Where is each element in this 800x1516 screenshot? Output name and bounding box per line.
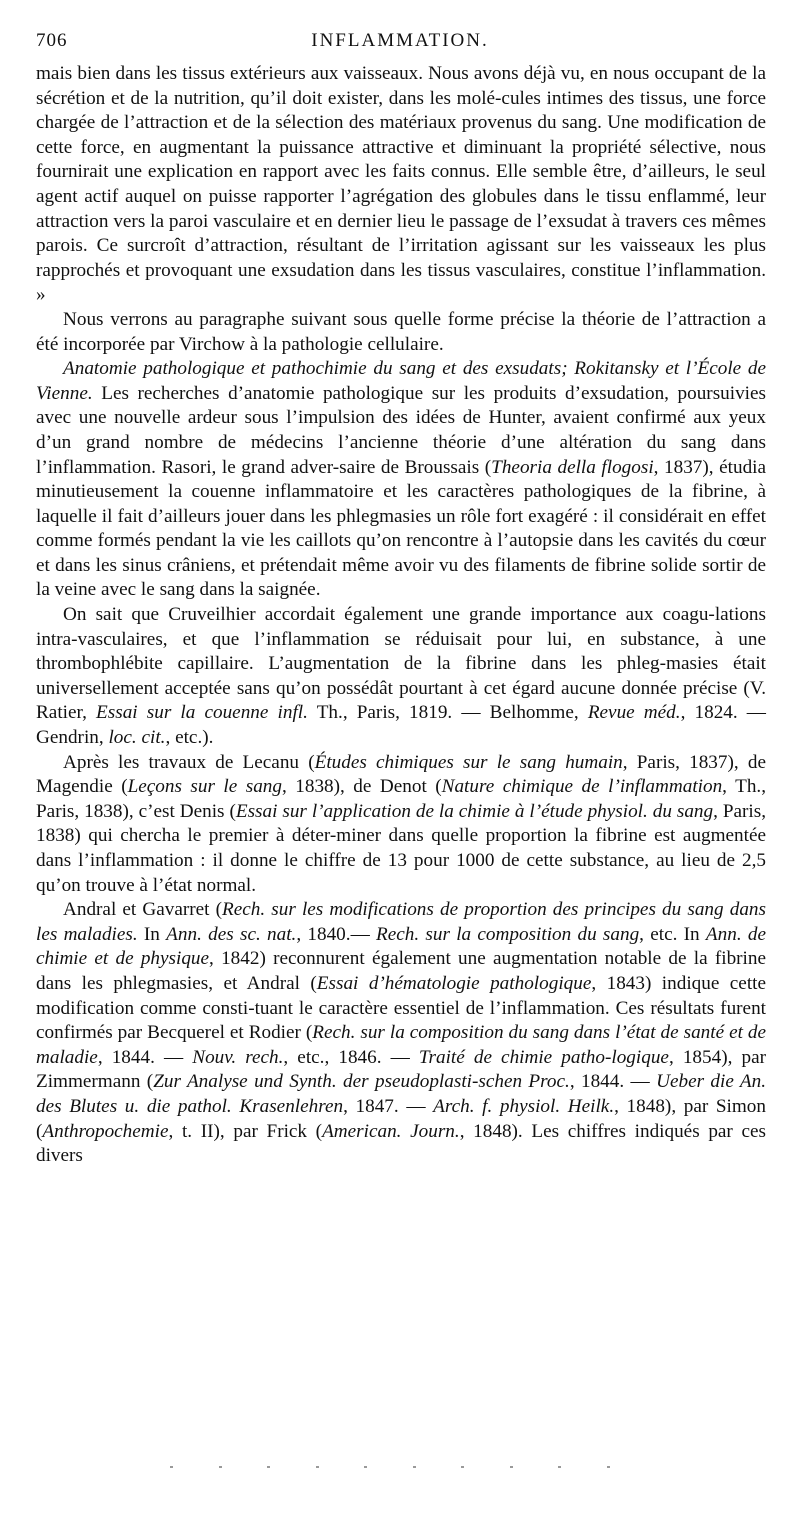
paragraph — [36, 751, 766, 899]
text-run: , etc., 1846. — — [283, 1046, 419, 1068]
italic-run: Theoria della flogosi — [491, 456, 654, 478]
text-run: , 1854), par Zimmermann ( — [36, 1046, 766, 1093]
text-run: , Paris, 1838) qui chercha le premier à déter-miner dans quelle proportion la fibrine est augmentée dans l’inflammation : il donne le chiffre de 13 pour 1000 de cette substance, au lieu de 2,5 qu’on trouve à l’état normal. — [36, 800, 767, 896]
text-run: Nous verrons au paragraphe suivant sous quelle forme précise la théorie de l’attraction a été incorporée par Virchow à la pathologie cellulaire. — [36, 308, 766, 355]
text-run: , t. II), par Frick ( — [168, 1120, 323, 1142]
paragraph — [36, 357, 766, 603]
text-run: , etc. In — [639, 923, 706, 945]
text-run: On sait que Cruveilhier accordait également une grande importance aux coagu-lations intra-vasculaires, et que l’inflammation se réduisait pour lui, en substance, à une thrombophlébite capillaire. L’augmentation de la fibrine dans les phleg-masies était universellement acceptée sans qu’on possédât pourtant à cet égard aucune donnée précise (V. Ratier, — [36, 604, 766, 724]
paragraph — [36, 62, 766, 308]
italic-run: Rech. sur les modifications de proportion des principes du sang dans les maladies. — [36, 899, 766, 945]
text-run: Andral et Gavarret ( — [63, 899, 223, 921]
italic-run: Ueber die An. des Blutes u. die pathol. Krasenlehren — [36, 1071, 767, 1117]
italic-run: Nature chimique de l’inflammation — [441, 776, 723, 798]
italic-run: Études chimiques sur le sang humain — [314, 751, 623, 773]
scan-specks — [170, 1466, 610, 1472]
italic-run: Rech. sur la composition du sang dans l’état de santé et de maladie — [36, 1022, 766, 1068]
italic-run: Traité de chimie patho-logique — [418, 1046, 669, 1068]
text-run: , 1843) indique cette modification comme consti-tuant le caractère essentiel de l’inflammation. Ces résultats furent confirmés par Becquerel et Rodier ( — [36, 972, 767, 1044]
text-run: In — [137, 923, 167, 945]
text-run: , 1842) reconnurent également une augmentation notable de la fibrine dans les phlegmasies, et Andral ( — [36, 948, 766, 994]
text-run: Les recherches d’anatomie pathologique sur les produits d’exsudation, poursuivies avec une nouvelle ardeur sous l’impulsion des idées de Hunter, avaient confirmé aux yeux d’un grand nombre de médecins l’ancienne théorie d’une altération du sang dans l’inflammation. Rasori, le grand adver-saire de Broussais ( — [36, 382, 766, 478]
paragraph — [36, 308, 766, 357]
italic-run: Ann. de chimie et de physique — [36, 923, 766, 970]
text-run: Th., Paris, 1819. — Belhomme, — [307, 702, 588, 724]
italic-run: Essai d’hématologie pathologique — [316, 972, 592, 994]
italic-run: Essai sur la couenne infl. — [96, 702, 308, 724]
italic-run: Leçons sur le sang — [127, 776, 282, 798]
italic-run: Ann. des sc. nat. — [166, 923, 297, 945]
text-run: , 1848), par Simon ( — [36, 1095, 766, 1142]
italic-run: loc. cit. — [108, 727, 166, 749]
text-run: Après les travaux de Lecanu ( — [63, 751, 315, 773]
page-number: 706 — [36, 30, 68, 51]
italic-run: Anthropochemie — [42, 1120, 169, 1142]
text-run: mais bien dans les tissus extérieurs aux vaisseaux. Nous avons déjà vu, en nous occupant de la sécrétion et de la nutrition, qu’il doit exister, dans les molé-cules intimes des tissus, une force chargée de l’attraction et de la sélection des matériaux provenus du sang. Une modification de cette force, en augmentant la puissance attractive et diminuant la propriété sélective, nous fournirait une explication en rapport avec les faits connus. Elle semble être, d’ailleurs, le seul agent actif auquel on puisse rapporter l’agrégation des globules dans le tissu enflammé, leur attraction vers la paroi vasculaire et en dernier lieu le passage de l’exsudat à travers ces mêmes parois. Ce surcroît d’attraction, résultant de l’irritation agissant sur les vaisseaux les plus rapprochés et provoquant une exsudation dans les tissus vasculaires, constitue l’inflammation. » — [36, 63, 766, 306]
paragraph — [36, 898, 766, 1169]
text-run: , 1847. — — [343, 1095, 434, 1117]
page-header — [36, 30, 764, 56]
italic-run: Zur Analyse und Synth. der pseudoplasti-schen Proc. — [153, 1071, 570, 1093]
text-run: , 1838), de Denot ( — [282, 776, 442, 798]
italic-run: Revue méd. — [587, 702, 681, 724]
italic-run: Arch. f. physiol. Heilk. — [433, 1095, 615, 1117]
text-run: , etc.). — [165, 727, 214, 749]
running-title: INFLAMMATION. — [311, 30, 489, 51]
italic-run: Essai sur l’application de la chimie à l’étude physiol. du sang — [235, 800, 714, 822]
body-text — [36, 62, 766, 1169]
italic-run: American. Journ. — [322, 1120, 460, 1142]
text-run: , Th., Paris, 1838), c’est Denis ( — [36, 776, 767, 822]
text-run: , 1837), étudia minutieusement la couenne inflammatoire et les caractères pathologiques de la fibrine, à laquelle il fait d’ailleurs jouer dans les phlegmasies un rôle fort exagéré : il considérait en effet comme formés pendant la vie les caillots qu’on rencontre à l’autopsie dans les cavités du cœur et dans les sinus crâniens, et prétendait même avoir vu des filaments de fibrine solide sortir de la veine avec le sang dans la saignée. — [36, 456, 767, 601]
text-run: , 1844. — — [569, 1071, 657, 1093]
text-run: , 1844. — — [97, 1046, 193, 1068]
italic-run: Anatomie pathologique et pathochimie du sang et des exsudats; Rokitansky et l’École de Vienne. — [36, 358, 766, 404]
italic-run: Rech. sur la composition du sang — [376, 923, 640, 945]
text-run: , 1824. — Gendrin, — [36, 702, 766, 749]
paragraph — [36, 603, 766, 751]
italic-run: Nouv. rech. — [192, 1046, 284, 1068]
text-run: , Paris, 1837), de Magendie ( — [36, 751, 766, 798]
text-run: , 1848). Les chiffres indiqués par ces divers — [36, 1120, 766, 1167]
text-run: , 1840.— — [296, 923, 377, 945]
